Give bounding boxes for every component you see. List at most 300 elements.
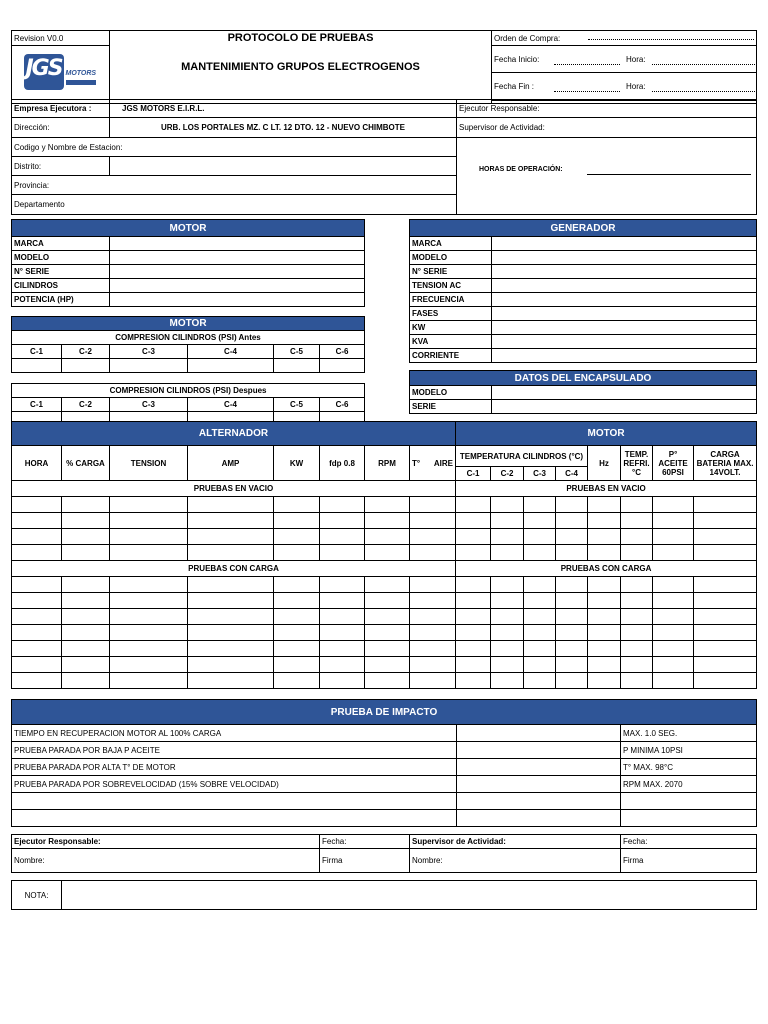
cell[interactable] xyxy=(62,641,110,657)
cell[interactable] xyxy=(274,577,320,593)
cell[interactable] xyxy=(556,497,588,513)
empresa-value: JGS MOTORS E.I.R.L. xyxy=(110,100,457,118)
cell[interactable] xyxy=(556,593,588,609)
codigo-label: Codigo y Nombre de Estacion: xyxy=(12,138,457,157)
cell[interactable] xyxy=(188,497,274,513)
cell[interactable] xyxy=(653,609,694,625)
cell[interactable] xyxy=(62,545,110,561)
cell[interactable] xyxy=(320,513,365,529)
cell[interactable] xyxy=(653,545,694,561)
cell[interactable] xyxy=(524,577,556,593)
cell[interactable] xyxy=(491,673,524,689)
firma-nombre-label: Nombre: xyxy=(410,849,621,873)
cell[interactable] xyxy=(110,641,188,657)
cell[interactable] xyxy=(588,513,621,529)
impacto-field[interactable] xyxy=(457,725,621,742)
gen-kva-label: KVA xyxy=(410,335,492,349)
cell[interactable] xyxy=(491,657,524,673)
cell[interactable] xyxy=(556,641,588,657)
cell[interactable] xyxy=(653,593,694,609)
cell[interactable] xyxy=(456,577,491,593)
cell[interactable] xyxy=(694,657,757,673)
cell[interactable] xyxy=(410,609,456,625)
impacto-field[interactable] xyxy=(457,776,621,793)
company-table xyxy=(11,99,757,215)
cell[interactable] xyxy=(274,497,320,513)
empty-cell xyxy=(621,793,757,810)
cell[interactable] xyxy=(694,641,757,657)
cell[interactable] xyxy=(365,609,410,625)
gen-fases-field[interactable] xyxy=(492,307,757,321)
cell[interactable] xyxy=(274,625,320,641)
cell[interactable] xyxy=(653,625,694,641)
cell[interactable] xyxy=(621,593,653,609)
col-header: % CARGA xyxy=(62,446,110,481)
motor-modelo-field[interactable] xyxy=(110,251,365,265)
impacto-field[interactable] xyxy=(457,742,621,759)
ejecutor-label: Ejecutor Responsable: xyxy=(457,100,757,118)
cell[interactable] xyxy=(491,593,524,609)
impacto-field[interactable] xyxy=(457,810,621,827)
cell[interactable] xyxy=(12,359,62,373)
impacto-spec: RPM MAX. 2070 xyxy=(621,776,757,793)
cell[interactable] xyxy=(188,625,274,641)
gen-marca-field[interactable] xyxy=(492,237,757,251)
cell[interactable] xyxy=(621,625,653,641)
cell[interactable] xyxy=(524,625,556,641)
cell[interactable] xyxy=(274,593,320,609)
table-row xyxy=(12,657,757,673)
distrito-label: Distrito: xyxy=(12,157,110,176)
col-header: fdp 0.8 xyxy=(320,446,365,481)
cell[interactable] xyxy=(694,529,757,545)
table-row xyxy=(12,609,757,625)
cell[interactable] xyxy=(588,577,621,593)
gen-serie-label: N° SERIE xyxy=(410,265,492,279)
cell[interactable] xyxy=(556,673,588,689)
cell[interactable] xyxy=(12,657,62,673)
cell[interactable] xyxy=(110,673,188,689)
cell[interactable] xyxy=(456,513,491,529)
fecha-inicio-field[interactable] xyxy=(554,64,620,65)
orden-compra-field[interactable] xyxy=(588,39,754,40)
pruebas-motor-title: MOTOR xyxy=(456,422,757,446)
cell[interactable] xyxy=(491,641,524,657)
cell[interactable] xyxy=(524,593,556,609)
gen-modelo-field[interactable] xyxy=(492,251,757,265)
cell[interactable] xyxy=(12,609,62,625)
empresa-label: Empresa Ejecutora : xyxy=(12,100,110,118)
table-row xyxy=(12,529,757,545)
col-header: C-3 xyxy=(524,467,556,481)
motor-potencia-field[interactable] xyxy=(110,293,365,307)
orden-compra-label: Orden de Compra: xyxy=(492,31,757,46)
temp-cilindros-header: TEMPERATURA CILINDROS (°C) xyxy=(456,446,588,467)
col-header: C-2 xyxy=(62,398,110,412)
compresion-title: MOTOR xyxy=(12,317,365,331)
cell[interactable] xyxy=(456,673,491,689)
fecha-fin-row xyxy=(492,73,757,101)
cell[interactable] xyxy=(365,625,410,641)
cell[interactable] xyxy=(110,625,188,641)
table-row xyxy=(12,545,757,561)
cell[interactable] xyxy=(12,673,62,689)
cell[interactable] xyxy=(653,497,694,513)
cell[interactable] xyxy=(491,625,524,641)
direccion-label: Dirección: xyxy=(12,118,110,138)
cell[interactable] xyxy=(274,545,320,561)
encap-serie-field[interactable] xyxy=(492,400,757,414)
cell[interactable] xyxy=(524,657,556,673)
cell[interactable] xyxy=(188,577,274,593)
cell[interactable] xyxy=(110,513,188,529)
cell[interactable] xyxy=(188,609,274,625)
col-header: C-6 xyxy=(320,398,365,412)
cell[interactable] xyxy=(320,609,365,625)
cell[interactable] xyxy=(365,657,410,673)
cell[interactable] xyxy=(456,593,491,609)
cell[interactable] xyxy=(62,673,110,689)
document-subtitle: MANTENIMIENTO GRUPOS ELECTROGENOS xyxy=(181,61,420,73)
cell[interactable] xyxy=(320,673,365,689)
cell[interactable] xyxy=(110,529,188,545)
impacto-row-label: PRUEBA PARADA POR ALTA T° DE MOTOR xyxy=(12,759,457,776)
encapsulado-title: DATOS DEL ENCAPSULADO xyxy=(410,371,757,386)
cell[interactable] xyxy=(694,673,757,689)
cell[interactable] xyxy=(491,609,524,625)
cell[interactable] xyxy=(491,497,524,513)
table-row xyxy=(12,497,757,513)
col-header: CARGA BATERIA MAX. 14VOLT. xyxy=(694,446,757,481)
cell[interactable] xyxy=(621,641,653,657)
cell[interactable] xyxy=(365,513,410,529)
impacto-field[interactable] xyxy=(457,793,621,810)
cell[interactable] xyxy=(365,641,410,657)
cell[interactable] xyxy=(365,529,410,545)
cell[interactable] xyxy=(588,529,621,545)
cell[interactable] xyxy=(653,577,694,593)
cell[interactable] xyxy=(524,673,556,689)
cell[interactable] xyxy=(410,577,456,593)
col-header: C-4 xyxy=(556,467,588,481)
cell[interactable] xyxy=(588,673,621,689)
vacio-label-motor: PRUEBAS EN VACIO xyxy=(456,481,757,497)
carga-label-alt: PRUEBAS CON CARGA xyxy=(12,561,456,577)
cell[interactable] xyxy=(110,577,188,593)
col-header: C-2 xyxy=(62,345,110,359)
cell[interactable] xyxy=(653,513,694,529)
motor-table xyxy=(11,219,365,307)
cell[interactable] xyxy=(188,545,274,561)
cell[interactable] xyxy=(188,513,274,529)
cell[interactable] xyxy=(274,609,320,625)
cell[interactable] xyxy=(188,673,274,689)
cell[interactable] xyxy=(653,657,694,673)
cell[interactable] xyxy=(410,625,456,641)
cell[interactable] xyxy=(110,609,188,625)
col-header: C-1 xyxy=(456,467,491,481)
cell[interactable] xyxy=(456,545,491,561)
firma-ejecutor-label: Ejecutor Responsable: xyxy=(12,835,320,849)
cell[interactable] xyxy=(556,657,588,673)
cell[interactable] xyxy=(588,641,621,657)
cell[interactable] xyxy=(62,497,110,513)
cell[interactable] xyxy=(694,577,757,593)
cell[interactable] xyxy=(524,529,556,545)
cell[interactable] xyxy=(491,529,524,545)
cell[interactable] xyxy=(410,529,456,545)
provincia-label: Provincia: xyxy=(12,176,457,195)
cell[interactable] xyxy=(274,657,320,673)
gen-modelo-label: MODELO xyxy=(410,251,492,265)
col-header: RPM xyxy=(365,446,410,481)
direccion-value: URB. LOS PORTALES MZ. C LT. 12 DTO. 12 - NUEVO CHIMBOTE xyxy=(110,118,457,138)
col-header: C-6 xyxy=(320,345,365,359)
cell[interactable] xyxy=(456,641,491,657)
gen-marca-label: MARCA xyxy=(410,237,492,251)
cell[interactable] xyxy=(12,641,62,657)
cell[interactable] xyxy=(410,657,456,673)
cell[interactable] xyxy=(62,609,110,625)
cell[interactable] xyxy=(365,545,410,561)
header-table xyxy=(11,30,757,104)
cell[interactable] xyxy=(456,609,491,625)
cell[interactable] xyxy=(588,625,621,641)
cell[interactable] xyxy=(110,545,188,561)
cell[interactable] xyxy=(110,657,188,673)
cell[interactable] xyxy=(410,641,456,657)
cell[interactable] xyxy=(621,577,653,593)
cell[interactable] xyxy=(621,673,653,689)
generador-title: GENERADOR xyxy=(410,220,757,237)
cell[interactable] xyxy=(491,545,524,561)
cell[interactable] xyxy=(410,513,456,529)
cell[interactable] xyxy=(556,545,588,561)
cell[interactable] xyxy=(274,641,320,657)
impacto-row-label: TIEMPO EN RECUPERACION MOTOR AL 100% CARGA xyxy=(12,725,457,742)
fecha-fin-label: Fecha Fin : xyxy=(494,82,535,91)
cell[interactable] xyxy=(694,609,757,625)
cell[interactable] xyxy=(62,513,110,529)
firma-nombre-label: Nombre: xyxy=(12,849,320,873)
document-title: PROTOCOLO DE PRUEBAS xyxy=(227,32,374,44)
cell[interactable] xyxy=(320,577,365,593)
cell[interactable] xyxy=(556,609,588,625)
cell[interactable] xyxy=(274,513,320,529)
hora-label: Hora: xyxy=(626,82,646,91)
cell[interactable] xyxy=(653,529,694,545)
encap-modelo-field[interactable] xyxy=(492,386,757,400)
cell[interactable] xyxy=(62,593,110,609)
cell[interactable] xyxy=(653,641,694,657)
cell[interactable] xyxy=(320,641,365,657)
cell[interactable] xyxy=(588,545,621,561)
fecha-inicio-label: Fecha Inicio: xyxy=(494,54,540,64)
cell[interactable] xyxy=(694,513,757,529)
cell[interactable] xyxy=(188,593,274,609)
cell[interactable] xyxy=(588,593,621,609)
nota-label: NOTA: xyxy=(12,881,62,910)
table-row xyxy=(12,577,757,593)
cell[interactable] xyxy=(320,593,365,609)
col-header: AMP xyxy=(188,446,274,481)
motor-marca-field[interactable] xyxy=(110,237,365,251)
encap-modelo-label: MODELO xyxy=(410,386,492,400)
cell[interactable] xyxy=(12,513,62,529)
cell[interactable] xyxy=(365,577,410,593)
cell[interactable] xyxy=(12,577,62,593)
gen-frecuencia-field[interactable] xyxy=(492,293,757,307)
cell[interactable] xyxy=(365,593,410,609)
cell[interactable] xyxy=(588,497,621,513)
cell[interactable] xyxy=(110,359,188,373)
cell[interactable] xyxy=(621,513,653,529)
cell[interactable] xyxy=(410,593,456,609)
cell[interactable] xyxy=(653,673,694,689)
cell[interactable] xyxy=(524,641,556,657)
cell[interactable] xyxy=(12,593,62,609)
cell[interactable] xyxy=(524,545,556,561)
cell[interactable] xyxy=(188,359,274,373)
nota-field[interactable] xyxy=(62,881,757,910)
gen-tension-field[interactable] xyxy=(492,279,757,293)
cell[interactable] xyxy=(456,529,491,545)
distrito-field[interactable] xyxy=(110,157,457,176)
cell[interactable] xyxy=(320,625,365,641)
table-row xyxy=(12,513,757,529)
cell[interactable] xyxy=(588,609,621,625)
compresion-despues-label: COMPRESION CILINDROS (PSI) Despues xyxy=(12,384,365,398)
impacto-title: PRUEBA DE IMPACTO xyxy=(12,700,757,725)
cell[interactable] xyxy=(556,577,588,593)
fecha-fin-field[interactable] xyxy=(554,91,620,92)
hora-label: Hora: xyxy=(626,54,646,64)
gen-corriente-field[interactable] xyxy=(492,349,757,363)
horas-operacion-field[interactable] xyxy=(587,174,751,175)
logo: JGS MOTORS xyxy=(12,46,110,104)
cell[interactable] xyxy=(556,529,588,545)
cell[interactable] xyxy=(491,577,524,593)
cell[interactable] xyxy=(320,359,365,373)
pruebas-table xyxy=(11,421,757,689)
cell[interactable] xyxy=(110,593,188,609)
cell[interactable] xyxy=(320,497,365,513)
cell[interactable] xyxy=(110,497,188,513)
cell[interactable] xyxy=(62,529,110,545)
motor-potencia-label: POTENCIA (HP) xyxy=(12,293,110,307)
cell[interactable] xyxy=(274,529,320,545)
col-header: C-4 xyxy=(188,398,274,412)
cell[interactable] xyxy=(456,497,491,513)
cell[interactable] xyxy=(274,359,320,373)
cell[interactable] xyxy=(524,609,556,625)
vacio-rows xyxy=(12,497,757,561)
cell[interactable] xyxy=(621,497,653,513)
gen-kva-field[interactable] xyxy=(492,335,757,349)
cell[interactable] xyxy=(365,673,410,689)
col-header: C-1 xyxy=(12,398,62,412)
hora-inicio-field[interactable] xyxy=(652,64,755,65)
empty-cell xyxy=(621,810,757,827)
firma-fecha-label: Fecha: xyxy=(621,835,757,849)
cell[interactable] xyxy=(12,529,62,545)
cell[interactable] xyxy=(62,657,110,673)
cell[interactable] xyxy=(188,529,274,545)
col-header: C-5 xyxy=(274,398,320,412)
cell[interactable] xyxy=(694,625,757,641)
impacto-spec: P MINIMA 10PSI xyxy=(621,742,757,759)
col-header: Hz xyxy=(588,446,621,481)
motor-modelo-label: MODELO xyxy=(12,251,110,265)
cell[interactable] xyxy=(456,625,491,641)
cell[interactable] xyxy=(621,657,653,673)
motor-cilindros-field[interactable] xyxy=(110,279,365,293)
impacto-spec: T° MAX. 98°C xyxy=(621,759,757,776)
cell[interactable] xyxy=(694,545,757,561)
cell[interactable] xyxy=(556,625,588,641)
hora-fin-field[interactable] xyxy=(652,91,755,92)
cell[interactable] xyxy=(588,657,621,673)
cell[interactable] xyxy=(410,545,456,561)
impacto-field[interactable] xyxy=(457,759,621,776)
cell[interactable] xyxy=(274,673,320,689)
cell[interactable] xyxy=(524,497,556,513)
cell[interactable] xyxy=(12,545,62,561)
cell[interactable] xyxy=(62,577,110,593)
fecha-inicio-row xyxy=(492,46,757,73)
gen-fases-label: FASES xyxy=(410,307,492,321)
cell[interactable] xyxy=(524,513,556,529)
cell[interactable] xyxy=(12,625,62,641)
col-header: HORA xyxy=(12,446,62,481)
cell[interactable] xyxy=(456,657,491,673)
gen-serie-field[interactable] xyxy=(492,265,757,279)
cell[interactable] xyxy=(365,497,410,513)
gen-kw-label: KW xyxy=(410,321,492,335)
col-header: C-1 xyxy=(12,345,62,359)
col-header: C-3 xyxy=(110,345,188,359)
cell[interactable] xyxy=(62,359,110,373)
motor-marca-label: MARCA xyxy=(12,237,110,251)
cell[interactable] xyxy=(188,641,274,657)
col-header: TENSION xyxy=(110,446,188,481)
firma-firma-label: Firma xyxy=(320,849,410,873)
cell[interactable] xyxy=(320,529,365,545)
cell[interactable] xyxy=(556,513,588,529)
cell[interactable] xyxy=(320,545,365,561)
cell[interactable] xyxy=(188,657,274,673)
motor-serie-field[interactable] xyxy=(110,265,365,279)
table-row xyxy=(12,593,757,609)
cell[interactable] xyxy=(621,609,653,625)
gen-kw-field[interactable] xyxy=(492,321,757,335)
cell[interactable] xyxy=(410,673,456,689)
cell[interactable] xyxy=(320,657,365,673)
encapsulado-table xyxy=(409,370,757,414)
cell[interactable] xyxy=(694,497,757,513)
cell[interactable] xyxy=(621,545,653,561)
cell[interactable] xyxy=(62,625,110,641)
table-row xyxy=(12,625,757,641)
horas-operacion-label: HORAS DE OPERACIÓN: xyxy=(479,166,563,173)
cell[interactable] xyxy=(410,497,456,513)
col-header: P° ACEITE 60PSI xyxy=(653,446,694,481)
col-header: C-5 xyxy=(274,345,320,359)
cell[interactable] xyxy=(491,513,524,529)
cell[interactable] xyxy=(12,497,62,513)
cell[interactable] xyxy=(621,529,653,545)
cell[interactable] xyxy=(694,593,757,609)
